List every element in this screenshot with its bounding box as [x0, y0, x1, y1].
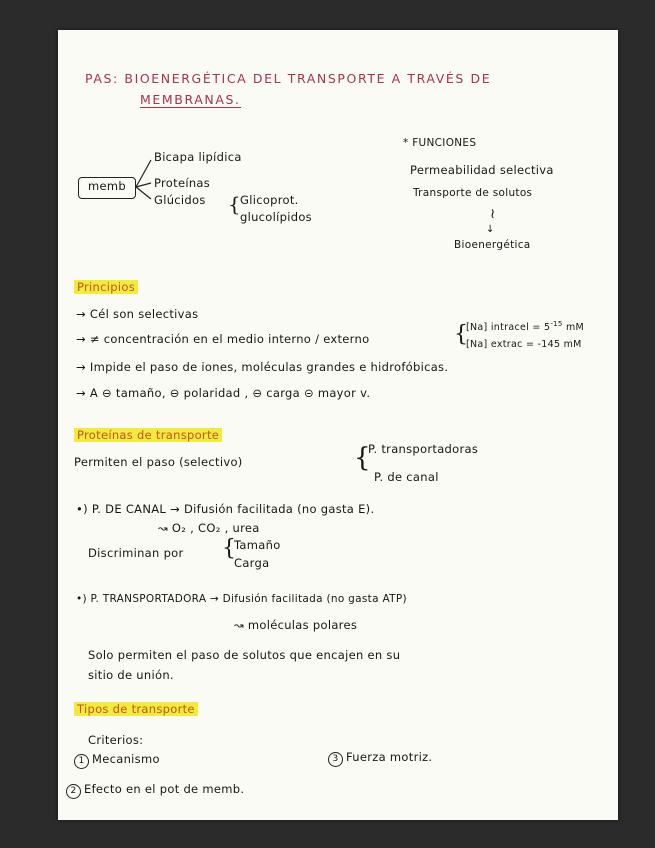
criterio-3-number: 3 [328, 752, 343, 767]
solo-line-2: sitio de unión. [88, 668, 174, 682]
proteinas-line: Permiten el paso (selectivo) [74, 455, 243, 469]
canal-sub: ↝ O₂ , CO₂ , urea [158, 521, 260, 535]
proteinas-type-canal: P. de canal [374, 470, 439, 484]
tipos-heading-text: Tipos de transporte [74, 702, 198, 716]
criterio-1 [74, 752, 160, 769]
proteinas-heading-text: Proteínas de transporte [74, 428, 222, 442]
criterio-2 [66, 782, 244, 799]
criterio-1-text: Mecanismo [92, 752, 160, 766]
principios-heading [74, 280, 138, 294]
discriminan-tamano: Tamaño [234, 538, 281, 552]
criterio-2-number: 2 [66, 784, 81, 799]
na-brace: { [454, 322, 469, 347]
memb-item-glucidos: Glúcidos [154, 193, 206, 207]
proteinas-heading [74, 428, 222, 442]
funciones-item-transporte: Transporte de solutos [413, 187, 533, 199]
principios-item-4: → A ⊖ tamaño, ⊖ polaridad , ⊖ carga ⊝ mayor v. [76, 386, 371, 400]
criterio-2-text: Efecto en el pot de memb. [84, 782, 245, 796]
principios-item-2: → ≠ concentración en el medio interno / externo [76, 332, 370, 346]
canal-line: •) P. DE CANAL → Difusión facilitada (no gasta E). [76, 502, 375, 516]
discriminan-brace: { [222, 536, 237, 561]
criterios-label: Criterios: [88, 733, 144, 747]
na-intracel-label: [Na] intracel = 5 [466, 322, 551, 334]
principios-item-3: → Impide el paso de iones, moléculas grandes e hidrofóbicas. [76, 360, 449, 374]
memb-item-bicapa: Bicapa lipídica [154, 150, 242, 164]
tipos-heading [74, 702, 198, 716]
transportadora-line: •) P. TRANSPORTADORA → Difusión facilitada (no gasta ATP) [76, 593, 407, 605]
na-extrac: [Na] extrac = -145 mM [466, 339, 582, 350]
na-intracel-exp: -15 [550, 320, 563, 328]
criterio-1-number: 1 [74, 754, 89, 769]
memb-label: memb [88, 179, 126, 193]
na-intracel [466, 320, 584, 333]
glucidos-sub-glicoprot: Glicoprot. [240, 193, 299, 207]
funciones-result: Bioenergética [454, 239, 531, 251]
proteinas-brace: { [354, 443, 371, 473]
proteinas-type-transportadoras: P. transportadoras [368, 442, 479, 456]
squiggle-down-icon: ≀ [490, 206, 496, 222]
solo-line-1: Solo permiten el paso de solutos que encajen en su [88, 648, 401, 662]
criterio-3-text: Fuerza motriz. [346, 750, 433, 764]
principios-heading-text: Principios [74, 280, 138, 294]
na-intracel-unit: mM [566, 322, 585, 334]
page-title-line2: MEMBRANAS. [140, 92, 241, 107]
discriminan-carga: Carga [234, 556, 270, 570]
glucidos-sub-glucolipidos: glucolípidos [240, 210, 312, 224]
memb-item-proteinas: Proteínas [154, 176, 211, 190]
funciones-heading: * FUNCIONES [403, 137, 477, 149]
page-title: PAS: BIOENERGÉTICA DEL TRANSPORTE A TRAVÉS DE [85, 71, 492, 86]
funciones-arrow-icon: ↓ [486, 224, 495, 235]
glucidos-brace: { [228, 192, 242, 216]
discriminan-label: Discriminan por [88, 546, 184, 560]
funciones-item-permeabilidad: Permeabilidad selectiva [410, 163, 554, 177]
notebook-page [58, 30, 618, 820]
transportadora-sub: ↝ moléculas polares [234, 618, 358, 632]
memb-arrows [134, 155, 154, 205]
criterio-3 [328, 750, 432, 767]
principios-item-1: → Cél son selectivas [76, 307, 199, 321]
